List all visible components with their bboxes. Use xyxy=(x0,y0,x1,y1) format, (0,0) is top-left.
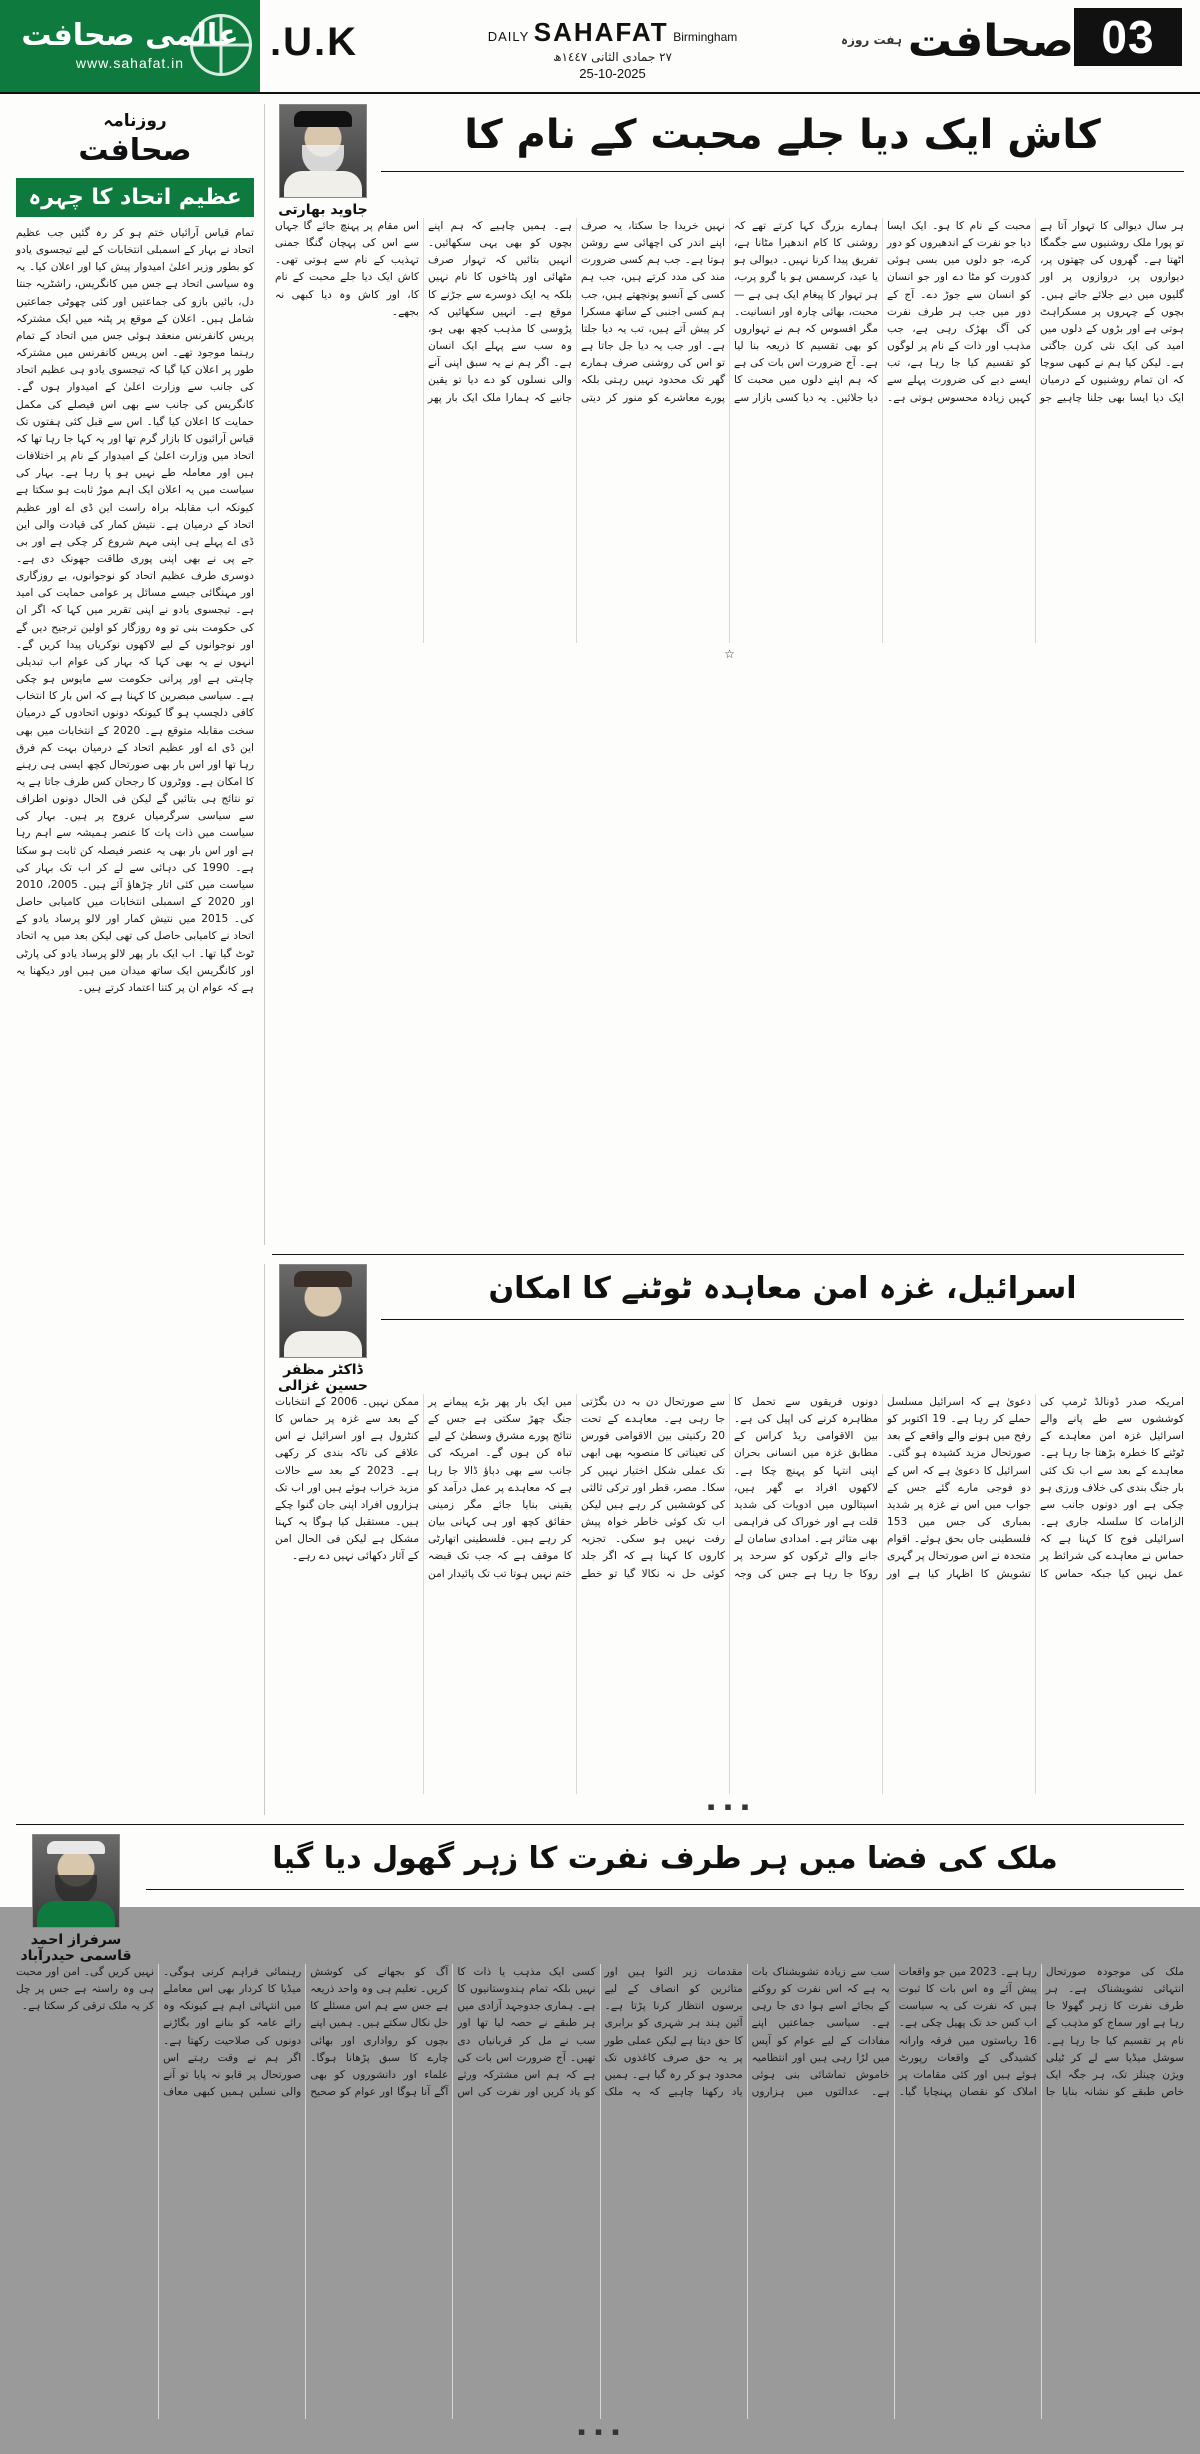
article-2-body: امریکہ صدر ڈونالڈ ٹرمپ کی کوششوں سے طے پانے والے اسرائیل غزہ امن معاہدے کے ٹوٹنے کا خطرہ بڑھتا جا رہا ہے۔ معاہدے کے بعد سے اب تک کئی بار جنگ بندی کی خلاف ورزی ہو چکی ہے اور دونوں جانب سے الزامات کا سلسلہ جاری ہے۔ اسرائیلی فوج کا کہنا ہے کہ حماس نے معاہدے کی شرائط پر عمل نہیں کیا جبکہ حماس کا دعویٰ ہے کہ اسرائیل مسلسل حملے کر رہا ہے۔ 19 اکتوبر کو رفح میں ہونے والے واقعے کے بعد صورتحال مزید کشیدہ ہو گئی۔ اسرائیل کا دعویٰ ہے کہ اس کے دو فوجی مارے گئے جس کے جواب میں اس نے غزہ پر شدید بمباری کی جس میں 153 فلسطینی جاں بحق ہوئے۔ اقوام متحدہ نے اس صورتحال پر گہری تشویش کا اظہار کیا ہے اور دونوں فریقوں سے تحمل کا مظاہرہ کرنے کی اپیل کی ہے۔ بین الاقوامی ریڈ کراس کے مطابق غزہ میں انسانی بحران اپنی انتہا کو پہنچ چکا ہے۔ لاکھوں افراد بے گھر ہیں، اسپتالوں میں ادویات کی شدید قلت ہے اور خوراک کی فراہمی بھی متاثر ہے۔ امدادی سامان لے جانے والے ٹرکوں کو سرحد پر روکا جا رہا ہے جس کی وجہ سے صورتحال دن بہ دن بگڑتی جا رہی ہے۔ معاہدے کے تحت 20 رکنیتی بین الاقوامی فورس کی تعیناتی کا منصوبہ بھی ابھی تک عملی شکل اختیار نہیں کر سکا۔ مصر، قطر اور ترکی ثالثی کی کوششیں کر رہے ہیں لیکن اب تک کوئی خاطر خواہ پیش رفت نہیں ہو سکی۔ تجزیہ کاروں کا کہنا ہے کہ اگر جلد کوئی حل نہ نکالا گیا تو خطے میں ایک بار پھر بڑے پیمانے پر جنگ چھڑ سکتی ہے جس کے نتائج پورے مشرق وسطیٰ کے لیے تباہ کن ہوں گے۔ امریکہ کی جانب سے بھی دباؤ ڈالا جا رہا ہے کہ معاہدے پر عمل درآمد کو یقینی بنایا جائے مگر زمینی حقائق کچھ اور ہی کہانی بیان کر رہے ہیں۔ فلسطینی اتھارٹی کا موقف ہے کہ جب تک قبضہ ختم نہیں ہوتا تب تک پائیدار امن ممکن نہیں۔ 2006 کے انتخابات کے بعد سے غزہ پر حماس کا کنٹرول ہے اور اسرائیل نے اس علاقے کی ناکہ بندی کر رکھی ہے۔ 2023 کے بعد سے حالات مزید خراب ہوئے ہیں اور اب تک ہزاروں افراد اپنی جان گنوا چکے ہیں۔ مستقبل کیا ہوگا یہ کہنا مشکل ہے لیکن فی الحال امن کے آثار دکھائی نہیں دے رہے۔ xyxy=(275,1396,1184,1580)
right-rail xyxy=(16,104,254,1245)
rail-band-title: عظیم اتحاد کا چہرہ xyxy=(16,178,254,217)
ornament-star: ☆ xyxy=(724,647,735,661)
page-number: 03 xyxy=(1074,8,1182,66)
rail-brand: صحافت xyxy=(78,133,192,168)
article-3-author-block xyxy=(16,1834,136,1964)
avatar xyxy=(279,104,367,198)
avatar xyxy=(279,1264,367,1358)
article-3-author: سرفراز احمد قاسمی حیدرآباد xyxy=(20,1932,132,1964)
masthead-urdu-logo xyxy=(841,0,1074,92)
masthead-title: SAHAFAT xyxy=(533,17,669,47)
article-1-author-block xyxy=(275,104,371,218)
article-2 xyxy=(275,1264,1184,1815)
article-2-headline: اسرائیل، غزہ امن معاہدہ ٹوٹنے کا امکان xyxy=(488,1271,1077,1306)
masthead-region: U.K. xyxy=(270,19,359,64)
article-2-author: ڈاکٹر مظفر حسین غزالی xyxy=(277,1362,368,1394)
masthead-daily-label: DAILY xyxy=(487,29,530,44)
page-body xyxy=(0,94,1200,2454)
middle-section xyxy=(16,1264,1184,1815)
masthead-date: 25-10-2025 xyxy=(579,66,646,81)
masthead xyxy=(0,0,1200,94)
masthead-brand: عالمی صحافت xyxy=(21,18,239,53)
globe-icon xyxy=(190,14,252,76)
article-3-headline: ملک کی فضا میں ہر طرف نفرت کا زہر گھول دیا گیا xyxy=(272,1841,1058,1876)
top-section xyxy=(16,104,1184,1245)
article-1-headline: کاش ایک دیا جلے محبت کے نام کا xyxy=(464,112,1101,158)
article-3-body: ملک کی موجودہ صورتحال انتہائی تشویشناک ہے۔ ہر طرف نفرت کا زہر گھولا جا رہا ہے اور سماج کو مذہب کے نام پر تقسیم کیا جا رہا ہے۔ سوشل میڈیا سے لے کر ٹیلی ویژن چینلز تک، ہر جگہ ایک خاص طبقے کو نشانہ بنایا جا رہا ہے۔ 2023 میں جو واقعات پیش آئے وہ اس بات کا ثبوت ہیں کہ نفرت کی یہ سیاست اب کس حد تک پھیل چکی ہے۔ 16 ریاستوں میں فرقہ وارانہ کشیدگی کے واقعات رپورٹ ہوئے ہیں اور کئی مقامات پر املاک کو نقصان پہنچایا گیا۔ سب سے زیادہ تشویشناک بات یہ ہے کہ اس نفرت کو روکنے کے بجائے اسے ہوا دی جا رہی ہے۔ سیاسی جماعتیں اپنے مفادات کے لیے عوام کو آپس میں لڑا رہی ہیں اور انتظامیہ خاموش تماشائی بنی ہوئی ہے۔ عدالتوں میں ہزاروں مقدمات زیر التوا ہیں اور متاثرین کو انصاف کے لیے برسوں انتظار کرنا پڑتا ہے۔ آئین ہند ہر شہری کو برابری کا حق دیتا ہے لیکن عملی طور پر یہ حق صرف کاغذوں تک محدود ہو کر رہ گیا ہے۔ ہمیں یاد رکھنا چاہیے کہ یہ ملک کسی ایک مذہب یا ذات کا نہیں بلکہ تمام ہندوستانیوں کا ہے۔ ہماری جدوجہد آزادی میں ہر طبقے نے حصہ لیا تھا اور سب نے مل کر قربانیاں دی تھیں۔ آج ضرورت اس بات کی ہے کہ ہم اس مشترکہ ورثے کو یاد کریں اور نفرت کی اس آگ کو بجھانے کی کوشش کریں۔ تعلیم ہی وہ واحد ذریعہ ہے جس سے ہم اس مسئلے کا حل نکال سکتے ہیں۔ ہمیں اپنے بچوں کو رواداری اور بھائی چارے کا سبق پڑھانا ہوگا۔ علماء اور دانشوروں کو بھی آگے آنا ہوگا اور عوام کو صحیح رہنمائی فراہم کرنی ہوگی۔ میڈیا کا کردار بھی اس معاملے میں انتہائی اہم ہے کیونکہ وہ رائے عامہ کو بنانے اور بگاڑنے دونوں کی صلاحیت رکھتا ہے۔ اگر ہم نے وقت رہتے اس صورتحال پر قابو نہ پایا تو آنے والی نسلیں ہمیں کبھی معاف نہیں کریں گی۔ امن اور محبت ہی وہ راستہ ہے جس پر چل کر یہ ملک ترقی کر سکتا ہے۔ xyxy=(16,1966,1184,2099)
masthead-brand-panel xyxy=(0,0,260,92)
rail-body: تمام قیاس آرائیاں ختم ہو کر رہ گئیں جب عظیم اتحاد نے بہار کے اسمبلی انتخابات کے لیے تیجسوی یادو کو بطور وزیر اعلیٰ امیدوار پیش کیا اور اعلان کیا۔ یہ وہ سیاسی اتحاد ہے جس میں کانگریس، راشٹریہ جنتا دل، بائیں بازو کی جماعتیں اور کئی چھوٹی جماعتیں شامل ہیں۔ اعلان کے موقع پر پٹنہ میں ایک مشترکہ پریس کانفرنس منعقد ہوئی جس میں اتحاد کے تمام رہنما موجود تھے۔ اس پریس کانفرنس میں مشترکہ طور پر اعلان کیا گیا کہ تیجسوی یادو ہی عظیم اتحاد کی جانب سے وزارت اعلیٰ کے امیدوار ہوں گے۔ کانگریس کی جانب سے بھی اس فیصلے کی مکمل حمایت کا اعلان کیا گیا۔ اس سے قبل کئی ہفتوں تک قیاس آرائیوں کا بازار گرم تھا اور یہ کہا جا رہا تھا کہ اتحاد میں وزارت اعلیٰ کے امیدوار کے نام پر اختلافات ہیں اور معاملہ طے نہیں ہو پا رہا ہے۔ بہار کی سیاست میں یہ اعلان ایک اہم موڑ ثابت ہو سکتا ہے کیونکہ اب مقابلہ براہ راست این ڈی اے اور عظیم اتحاد کے درمیان ہے۔ نتیش کمار کی قیادت والی این ڈی اے پہلے ہی اپنی مہم شروع کر چکی ہے اور بی جے پی نے بھی اپنی پوری طاقت جھونک دی ہے۔ دوسری طرف عظیم اتحاد کو نوجوانوں، بے روزگاری اور مہنگائی جیسے مسائل پر عوامی حمایت کی امید ہے۔ تیجسوی یادو نے اپنی تقریر میں کہا کہ اگر ان کی حکومت بنی تو وہ روزگار کو اولین ترجیح دیں گے اور نوجوانوں کے لیے لاکھوں نوکریاں پیدا کریں گے۔ انہوں نے یہ بھی کہا کہ بہار کی عوام اب تبدیلی چاہتی ہے اور پرانی حکومت سے مایوس ہو چکی ہے۔ سیاسی مبصرین کا کہنا ہے کہ اس بار کا انتخاب کافی دلچسپ ہو گا کیونکہ دونوں اتحادوں کے درمیان سخت مقابلہ متوقع ہے۔ 2020 کے انتخابات میں بھی این ڈی اے اور عظیم اتحاد کے درمیان بہت کم فرق رہا تھا اور اس بار بھی صورتحال کچھ ایسی ہی رہنے کا امکان ہے۔ ووٹروں کا رجحان کس طرف جاتا ہے یہ تو نتائج ہی بتائیں گے لیکن فی الحال دونوں اطراف سے سیاسی سرگرمیاں عروج پر ہیں۔ بہار کی سیاست میں ذات پات کا عنصر ہمیشہ سے اہم رہا ہے اور اس بار بھی یہ عنصر فیصلہ کن ثابت ہو سکتا ہے۔ 1990 کی دہائی سے لے کر اب تک بہار کی سیاست میں کئی اتار چڑھاؤ آئے ہیں۔ 2005، 2010 اور 2020 کے اسمبلی انتخابات میں کامیابی حاصل کی۔ 2015 میں نتیش کمار اور لالو پرساد یادو کے اتحاد نے کامیابی حاصل کی تھی لیکن بعد میں یہ اتحاد ٹوٹ گیا تھا۔ اب ایک بار پھر لالو پرساد یادو کی پارٹی اور کانگریس ایک ساتھ میدان میں ہیں اور دیکھنا یہ ہے کہ عوام ان پر کتنا اعتماد کرتے ہیں۔ xyxy=(16,227,254,994)
masthead-website[interactable]: www.sahafat.in xyxy=(75,55,185,71)
article-2-author-block xyxy=(275,1264,371,1394)
article-1-author: جاوید بھارتی xyxy=(278,202,368,218)
article-1 xyxy=(275,104,1184,1245)
avatar xyxy=(32,1834,120,1928)
masthead-hijri-date: ٢٧ جمادی الثانی ١٤٤٧ھ xyxy=(553,50,672,64)
rail-kicker: روزنامہ xyxy=(103,111,167,131)
masthead-city: Birmingham xyxy=(673,30,738,44)
ornament-dots: ▪ ▪ ▪ xyxy=(577,2425,623,2438)
article-1-body: ہر سال دیوالی کا تہوار آتا ہے تو پورا ملک روشنیوں سے جگمگا اٹھتا ہے۔ گھروں کی چھتوں پر، دیواروں پر، دروازوں پر اور گلیوں میں دیے جلائے جاتے ہیں۔ بچوں کے چہروں پر مسکراہٹ ہوتی ہے اور بڑوں کے دلوں میں امید کی ایک نئی کرن جاگتی ہے۔ لیکن کیا ہم نے کبھی سوچا کہ ان تمام روشنیوں کے درمیان ایک دیا ایسا بھی جلنا چاہیے جو محبت کے نام کا ہو۔ ایک ایسا دیا جو نفرت کے اندھیروں کو دور کرے، جو دلوں میں بسی ہوئی کدورت کو مٹا دے اور جو انسان کو انسان سے جوڑ دے۔ آج کے دور میں جب ہر طرف نفرت کی آگ بھڑک رہی ہے، جب مذہب اور ذات کے نام پر لوگوں کو تقسیم کیا جا رہا ہے، تب ایسے دیے کی ضرورت پہلے سے کہیں زیادہ محسوس ہوتی ہے۔ ہمارے بزرگ کہا کرتے تھے کہ روشنی کا کام اندھیرا مٹانا ہے، تفریق پیدا کرنا نہیں۔ دیوالی ہو یا عید، کرسمس ہو یا گرو پرب، ہر تہوار کا پیغام ایک ہی ہے — محبت، بھائی چارہ اور انسانیت۔ مگر افسوس کہ ہم نے تہواروں کو بھی تقسیم کا ذریعہ بنا لیا ہے۔ آج ضرورت اس بات کی ہے کہ ہم اپنے دلوں میں محبت کا دیا جلائیں۔ یہ دیا کسی بازار سے نہیں خریدا جا سکتا، یہ صرف اپنے اندر کی اچھائی سے روشن ہوتا ہے۔ جب ہم کسی ضرورت مند کی مدد کرتے ہیں، جب ہم کسی کے آنسو پونچھتے ہیں، جب ہم کسی اجنبی کے ساتھ مسکرا کر پیش آتے ہیں، تب یہ دیا جلتا ہے۔ اور جب یہ دیا جل جاتا ہے تو اس کی روشنی صرف ہمارے گھر تک محدود نہیں رہتی بلکہ پورے معاشرے کو منور کر دیتی ہے۔ ہمیں چاہیے کہ ہم اپنے بچوں کو بھی یہی سکھائیں۔ انہیں بتائیں کہ تہوار صرف مٹھائی اور پٹاخوں کا نام نہیں بلکہ یہ ایک دوسرے سے جڑنے کا موقع ہے۔ انہیں سکھائیں کہ پڑوسی کا مذہب کچھ بھی ہو، وہ سب سے پہلے ایک انسان ہے۔ اگر ہم نے یہ سبق اپنی آنے والی نسلوں کو دے دیا تو یقین جانیے کہ ہمارا ملک ایک بار پھر اس مقام پر پہنچ جائے گا جہاں سے اس کی پہچان گنگا جمنی تہذیب کے نام سے ہوتی تھی۔ کاش ایک دیا جلے محبت کے نام کا، اور کاش وہ دیا کبھی نہ بجھے۔ xyxy=(275,220,1184,404)
masthead-urdu-logo-text: صحافت xyxy=(907,15,1074,67)
ornament-dots: ▪ ▪ ▪ xyxy=(707,1800,752,1813)
bottom-section xyxy=(16,1834,1184,2438)
masthead-urdu-logo-sub: ہفت روزہ xyxy=(841,33,902,48)
masthead-title-block xyxy=(384,0,841,92)
